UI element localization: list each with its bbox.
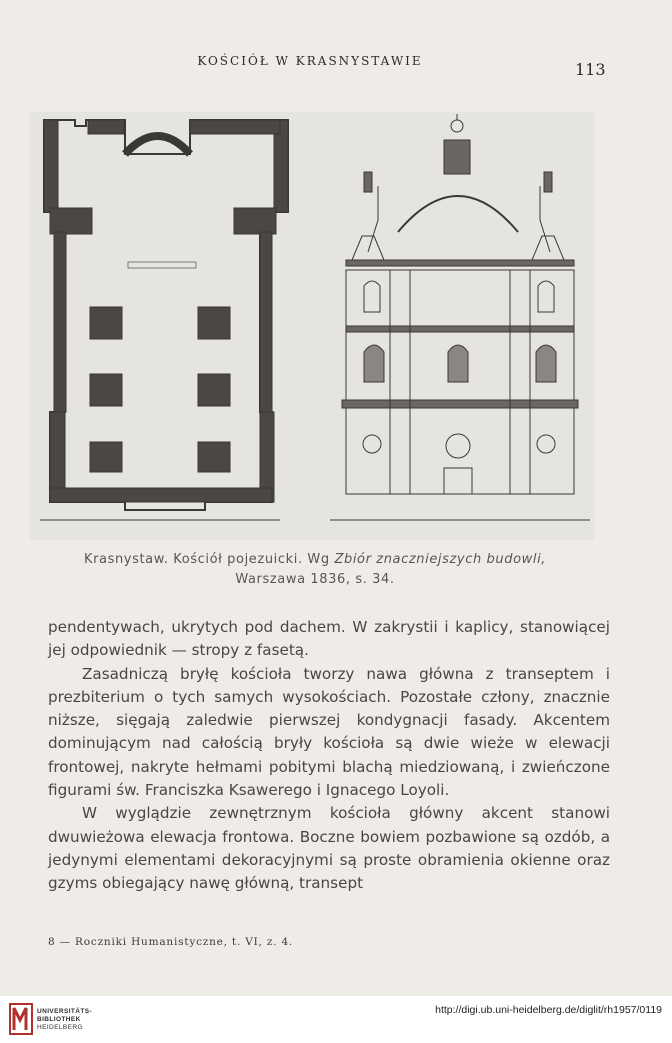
running-head: KOŚCIÓŁ W KRASNYSTAWIE (197, 54, 423, 68)
paragraph: W wyglądzie zewnętrznym kościoła główny akcent stanowi dwuwieżowa elewacja frontowa. Boczne bowiem pozbawione są ozdób, a jedynymi elementami dekoracyjnymi są proste obramienia okienne oraz gzyms obiegający nawę główną, transept (48, 804, 610, 893)
library-name: UNIVERSITÄTS- BIBLIOTHEK HEIDELBERG (37, 1008, 93, 1031)
paragraph: pendentywach, ukrytych pod dachem. W zakrystii i kaplicy, stanowiącej jej odpowiednik — stropy z fasetą. (48, 618, 610, 660)
architectural-drawing (30, 112, 594, 540)
signature-footnote: 8 — Roczniki Humanistyczne, t. VI, z. 4. (48, 936, 294, 948)
paragraph: Zasadniczą bryłę kościoła tworzy nawa główna z transeptem i prezbiterium o tych samych wysokościach. Pozostałe człony, znacznie niższe, sięgają zaledwie pierwszej kondygnacji fasady. Akcentem dominującym nad całością bryły kościoła są dwie wieże w elewacji frontowej, nakryte hełmami pobitymi blachą miedziowaną, i zwieńczone figurami św. Franciszka Ksawerego i Ignacego Loyoli. (48, 664, 610, 800)
figure-caption-line-2: Warszawa 1836, s. 34. (235, 572, 395, 587)
source-url-link[interactable]: http://digi.ub.uni-heidelberg.de/diglit/rh1957/0119 (435, 1004, 662, 1016)
body-text (48, 616, 610, 896)
page-number: 113 (575, 60, 606, 79)
floor-plan-and-facade-drawing (30, 112, 594, 540)
figure-caption-line-1: Krasnystaw. Kościół pojezuicki. Wg Zbiór znaczniejszych budowli, (83, 552, 547, 567)
heidelberg-library-logo-icon (8, 1002, 34, 1040)
